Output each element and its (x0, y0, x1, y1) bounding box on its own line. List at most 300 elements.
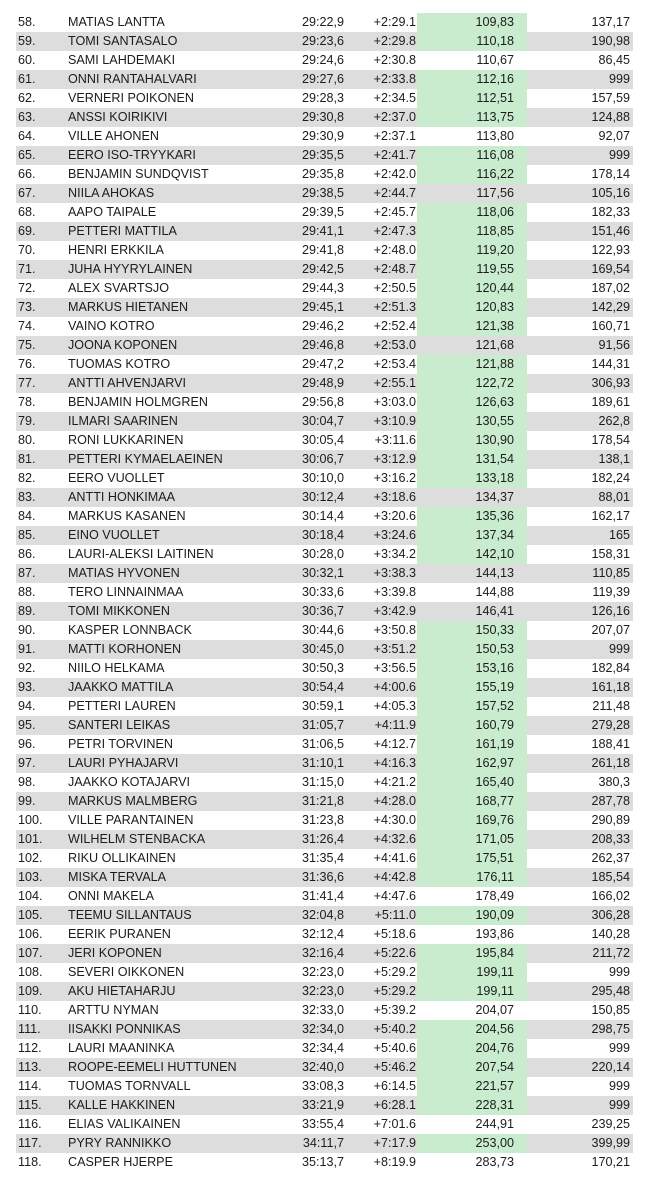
table-row (16, 868, 633, 887)
skier-name-cell: ANTTI HONKIMAA (68, 490, 176, 504)
rank-cell: 116. (18, 1117, 42, 1131)
points-cell: 199,11 (417, 982, 527, 1001)
reference-points-cell: 380,3 (598, 775, 630, 789)
points-cell: 118,06 (417, 203, 527, 222)
skier-name-cell: EERO ISO-TRYYKARI (68, 148, 196, 162)
reference-points-cell: 122,93 (591, 243, 630, 257)
time-gap-cell: +2:42.0 (373, 167, 416, 181)
skier-name-cell: SEVERI OIKKONEN (68, 965, 185, 979)
finish-time-cell: 29:45,1 (301, 300, 344, 314)
finish-time-cell: 32:12,4 (301, 927, 344, 941)
reference-points-cell: 144,31 (591, 357, 630, 371)
time-gap-cell: +2:47.3 (373, 224, 416, 238)
rank-cell: 61. (18, 72, 36, 86)
skier-name-cell: MISKA TERVALA (68, 870, 166, 884)
table-row (16, 32, 633, 51)
rank-cell: 70. (18, 243, 36, 257)
points-cell: 253,00 (417, 1134, 527, 1153)
rank-cell: 95. (18, 718, 36, 732)
points-cell: 204,56 (417, 1020, 527, 1039)
finish-time-cell: 34:11,7 (302, 1136, 344, 1150)
points-cell: 122,72 (417, 374, 527, 393)
finish-time-cell: 30:04,7 (301, 414, 344, 428)
finish-time-cell: 30:32,1 (301, 566, 344, 580)
time-gap-cell: +3:56.5 (373, 661, 416, 675)
time-gap-cell: +4:00.6 (373, 680, 416, 694)
reference-points-cell: 151,46 (591, 224, 630, 238)
finish-time-cell: 30:18,4 (301, 528, 344, 542)
rank-cell: 112. (18, 1041, 42, 1055)
time-gap-cell: +2:53.0 (373, 338, 416, 352)
points-cell: 134,37 (475, 490, 514, 504)
time-gap-cell: +4:41.6 (373, 851, 416, 865)
table-row (16, 412, 633, 431)
skier-name-cell: ILMARI SAARINEN (68, 414, 178, 428)
rank-cell: 81. (18, 452, 36, 466)
points-cell: 162,97 (417, 754, 527, 773)
finish-time-cell: 31:35,4 (301, 851, 344, 865)
reference-points-cell: 126,16 (591, 604, 630, 618)
table-row (16, 450, 633, 469)
time-gap-cell: +2:37.1 (373, 129, 416, 143)
skier-name-cell: SANTERI LEIKAS (68, 718, 171, 732)
reference-points-cell: 92,07 (598, 129, 630, 143)
finish-time-cell: 29:35,5 (301, 148, 344, 162)
finish-time-cell: 31:36,6 (301, 870, 344, 884)
results-table (16, 13, 633, 1172)
time-gap-cell: +2:34.5 (373, 91, 416, 105)
time-gap-cell: +7:17.9 (373, 1136, 416, 1150)
reference-points-cell: 157,59 (591, 91, 630, 105)
finish-time-cell: 32:40,0 (301, 1060, 344, 1074)
time-gap-cell: +2:29.1 (373, 15, 416, 29)
finish-time-cell: 29:22,9 (301, 15, 344, 29)
rank-cell: 79. (18, 414, 36, 428)
reference-points-cell: 262,8 (598, 414, 630, 428)
rank-cell: 92. (18, 661, 36, 675)
table-row (16, 13, 633, 32)
time-gap-cell: +4:42.8 (373, 870, 416, 884)
time-gap-cell: +6:28.1 (373, 1098, 416, 1112)
table-row (16, 1153, 633, 1172)
finish-time-cell: 32:33,0 (301, 1003, 344, 1017)
reference-points-cell: 91,56 (598, 338, 630, 352)
table-row (16, 488, 633, 507)
finish-time-cell: 31:06,5 (301, 737, 344, 751)
skier-name-cell: LAURI MAANINKA (68, 1041, 175, 1055)
points-cell: 109,83 (417, 13, 527, 32)
points-cell: 113,80 (476, 129, 514, 143)
points-cell: 133,18 (417, 469, 527, 488)
reference-points-cell: 138,1 (598, 452, 630, 466)
skier-name-cell: MARKUS KASANEN (68, 509, 186, 523)
points-cell: 161,19 (417, 735, 527, 754)
table-row (16, 754, 633, 773)
points-cell: 142,10 (417, 545, 527, 564)
skier-name-cell: RONI LUKKARINEN (68, 433, 184, 447)
rank-cell: 67. (18, 186, 36, 200)
rank-cell: 86. (18, 547, 36, 561)
points-cell: 150,33 (417, 621, 527, 640)
time-gap-cell: +2:44.7 (373, 186, 416, 200)
finish-time-cell: 31:10,1 (301, 756, 344, 770)
points-cell: 155,19 (417, 678, 527, 697)
skier-name-cell: ALEX SVARTSJO (68, 281, 170, 295)
points-cell: 160,79 (417, 716, 527, 735)
rank-cell: 87. (18, 566, 36, 580)
skier-name-cell: KALLE HAKKINEN (68, 1098, 176, 1112)
reference-points-cell: 298,75 (591, 1022, 630, 1036)
skier-name-cell: TUOMAS KOTRO (68, 357, 171, 371)
reference-points-cell: 306,93 (591, 376, 630, 390)
points-cell: 120,44 (417, 279, 527, 298)
points-cell: 126,63 (417, 393, 527, 412)
rank-cell: 88. (18, 585, 36, 599)
time-gap-cell: +4:21.2 (373, 775, 416, 789)
points-cell: 176,11 (417, 868, 527, 887)
time-gap-cell: +5:18.6 (373, 927, 416, 941)
reference-points-cell: 185,54 (591, 870, 630, 884)
table-row (16, 374, 633, 393)
reference-points-cell: 999 (608, 1079, 630, 1093)
reference-points-cell: 182,24 (591, 471, 630, 485)
time-gap-cell: +2:45.7 (373, 205, 416, 219)
rank-cell: 118. (18, 1155, 42, 1169)
finish-time-cell: 31:23,8 (301, 813, 344, 827)
rank-cell: 65. (18, 148, 36, 162)
finish-time-cell: 31:21,8 (301, 794, 344, 808)
reference-points-cell: 158,31 (591, 547, 630, 561)
rank-cell: 75. (18, 338, 36, 352)
skier-name-cell: IISAKKI PONNIKAS (68, 1022, 181, 1036)
time-gap-cell: +3:20.6 (373, 509, 416, 523)
skier-name-cell: MARKUS MALMBERG (68, 794, 198, 808)
table-row (16, 355, 633, 374)
points-cell: 169,76 (417, 811, 527, 830)
reference-points-cell: 182,33 (591, 205, 630, 219)
reference-points-cell: 166,02 (591, 889, 630, 903)
time-gap-cell: +4:32.6 (373, 832, 416, 846)
table-row (16, 260, 633, 279)
finish-time-cell: 29:44,3 (301, 281, 344, 295)
finish-time-cell: 29:42,5 (301, 262, 344, 276)
reference-points-cell: 999 (608, 642, 630, 656)
rank-cell: 111. (18, 1022, 41, 1036)
skier-name-cell: MATTI KORHONEN (68, 642, 182, 656)
reference-points-cell: 399,99 (591, 1136, 630, 1150)
reference-points-cell: 239,25 (591, 1117, 630, 1131)
reference-points-cell: 261,18 (591, 756, 630, 770)
skier-name-cell: LAURI PYHAJARVI (68, 756, 179, 770)
time-gap-cell: +8:19.9 (373, 1155, 416, 1169)
skier-name-cell: ANSSI KOIRIKIVI (68, 110, 168, 124)
rank-cell: 84. (18, 509, 36, 523)
rank-cell: 104. (18, 889, 43, 903)
finish-time-cell: 31:41,4 (301, 889, 344, 903)
reference-points-cell: 211,72 (592, 946, 630, 960)
time-gap-cell: +5:40.6 (373, 1041, 416, 1055)
table-row (16, 545, 633, 564)
reference-points-cell: 189,61 (591, 395, 630, 409)
rank-cell: 63. (18, 110, 36, 124)
reference-points-cell: 208,33 (591, 832, 630, 846)
time-gap-cell: +3:12.9 (373, 452, 416, 466)
time-gap-cell: +5:29.2 (373, 984, 416, 998)
points-cell: 168,77 (417, 792, 527, 811)
time-gap-cell: +2:48.7 (373, 262, 416, 276)
skier-name-cell: PYRY RANNIKKO (68, 1136, 172, 1150)
reference-points-cell: 165 (608, 528, 630, 542)
points-cell: 157,52 (417, 697, 527, 716)
table-row (16, 184, 633, 203)
finish-time-cell: 29:41,8 (301, 243, 344, 257)
reference-points-cell: 188,41 (591, 737, 630, 751)
points-cell: 116,22 (417, 165, 527, 184)
reference-points-cell: 182,84 (591, 661, 630, 675)
points-cell: 199,11 (417, 963, 527, 982)
finish-time-cell: 33:08,3 (301, 1079, 344, 1093)
finish-time-cell: 30:28,0 (301, 547, 344, 561)
points-cell: 190,09 (417, 906, 527, 925)
finish-time-cell: 29:30,8 (301, 110, 344, 124)
rank-cell: 59. (18, 34, 36, 48)
points-cell: 113,75 (417, 108, 527, 127)
rank-cell: 60. (18, 53, 36, 67)
table-row (16, 564, 633, 583)
points-cell: 110,67 (476, 53, 514, 67)
points-cell: 221,57 (417, 1077, 527, 1096)
table-row (16, 963, 633, 982)
points-cell: 175,51 (417, 849, 527, 868)
points-cell: 204,07 (475, 1003, 514, 1017)
rank-cell: 99. (18, 794, 36, 808)
points-cell: 244,91 (475, 1117, 514, 1131)
table-row (16, 925, 633, 944)
table-row (16, 51, 633, 70)
table-row (16, 716, 633, 735)
finish-time-cell: 29:47,2 (301, 357, 344, 371)
table-row (16, 678, 633, 697)
finish-time-cell: 30:44,6 (301, 623, 344, 637)
finish-time-cell: 32:16,4 (301, 946, 344, 960)
rank-cell: 74. (18, 319, 36, 333)
time-gap-cell: +5:39.2 (373, 1003, 416, 1017)
rank-cell: 82. (18, 471, 36, 485)
time-gap-cell: +5:46.2 (373, 1060, 416, 1074)
reference-points-cell: 999 (608, 1041, 630, 1055)
rank-cell: 117. (18, 1136, 42, 1150)
table-row (16, 659, 633, 678)
time-gap-cell: +2:29.8 (373, 34, 416, 48)
skier-name-cell: MATIAS LANTTA (68, 15, 165, 29)
rank-cell: 71. (18, 262, 36, 276)
points-cell: 112,16 (417, 70, 527, 89)
points-cell: 117,56 (476, 186, 514, 200)
rank-cell: 94. (18, 699, 36, 713)
reference-points-cell: 287,78 (591, 794, 630, 808)
reference-points-cell: 137,17 (591, 15, 630, 29)
finish-time-cell: 30:14,4 (301, 509, 344, 523)
time-gap-cell: +3:10.9 (373, 414, 416, 428)
skier-name-cell: ONNI MAKELA (68, 889, 155, 903)
skier-name-cell: WILHELM STENBACKA (68, 832, 206, 846)
rank-cell: 89. (18, 604, 36, 618)
rank-cell: 85. (18, 528, 36, 542)
finish-time-cell: 33:55,4 (301, 1117, 344, 1131)
skier-name-cell: KASPER LONNBACK (68, 623, 192, 637)
table-row (16, 849, 633, 868)
skier-name-cell: TOMI SANTASALO (68, 34, 178, 48)
reference-points-cell: 178,54 (591, 433, 630, 447)
rank-cell: 77. (18, 376, 36, 390)
rank-cell: 72. (18, 281, 36, 295)
reference-points-cell: 119,39 (592, 585, 630, 599)
finish-time-cell: 29:35,8 (301, 167, 344, 181)
table-row (16, 1039, 633, 1058)
finish-time-cell: 30:05,4 (301, 433, 344, 447)
skier-name-cell: JAAKKO KOTAJARVI (68, 775, 191, 789)
rank-cell: 97. (18, 756, 36, 770)
reference-points-cell: 279,28 (591, 718, 630, 732)
skier-name-cell: VILLE PARANTAINEN (68, 813, 194, 827)
points-cell: 207,54 (417, 1058, 527, 1077)
points-cell: 153,16 (417, 659, 527, 678)
points-cell: 121,68 (475, 338, 514, 352)
table-row (16, 298, 633, 317)
time-gap-cell: +3:03.0 (373, 395, 416, 409)
skier-name-cell: LAURI-ALEKSI LAITINEN (68, 547, 214, 561)
finish-time-cell: 31:05,7 (301, 718, 344, 732)
skier-name-cell: ONNI RANTAHALVARI (68, 72, 197, 86)
table-row (16, 773, 633, 792)
table-row (16, 507, 633, 526)
rank-cell: 115. (18, 1098, 42, 1112)
time-gap-cell: +4:47.6 (373, 889, 416, 903)
skier-name-cell: MARKUS HIETANEN (68, 300, 189, 314)
time-gap-cell: +5:22.6 (373, 946, 416, 960)
table-row (16, 241, 633, 260)
finish-time-cell: 32:04,8 (301, 908, 344, 922)
finish-time-cell: 29:27,6 (301, 72, 344, 86)
points-cell: 119,20 (417, 241, 527, 260)
rank-cell: 110. (18, 1003, 42, 1017)
reference-points-cell: 170,21 (591, 1155, 630, 1169)
rank-cell: 96. (18, 737, 36, 751)
table-row (16, 526, 633, 545)
reference-points-cell: 86,45 (598, 53, 630, 67)
time-gap-cell: +4:05.3 (373, 699, 416, 713)
skier-name-cell: TEEMU SILLANTAUS (68, 908, 192, 922)
finish-time-cell: 29:46,2 (301, 319, 344, 333)
points-cell: 110,18 (417, 32, 527, 51)
finish-time-cell: 30:45,0 (301, 642, 344, 656)
time-gap-cell: +2:48.0 (373, 243, 416, 257)
time-gap-cell: +3:11.6 (374, 433, 416, 447)
table-row (16, 469, 633, 488)
points-cell: 130,55 (417, 412, 527, 431)
finish-time-cell: 29:56,8 (301, 395, 344, 409)
time-gap-cell: +4:12.7 (373, 737, 416, 751)
rank-cell: 83. (18, 490, 36, 504)
rank-cell: 103. (18, 870, 43, 884)
finish-time-cell: 32:34,4 (301, 1041, 344, 1055)
reference-points-cell: 306,28 (591, 908, 630, 922)
finish-time-cell: 29:41,1 (301, 224, 344, 238)
points-cell: 119,55 (417, 260, 527, 279)
finish-time-cell: 29:28,3 (301, 91, 344, 105)
points-cell: 116,08 (417, 146, 527, 165)
skier-name-cell: RIKU OLLIKAINEN (68, 851, 176, 865)
rank-cell: 114. (18, 1079, 42, 1093)
rank-cell: 69. (18, 224, 36, 238)
skier-name-cell: EERO VUOLLET (68, 471, 165, 485)
time-gap-cell: +2:51.3 (373, 300, 416, 314)
time-gap-cell: +2:55.1 (373, 376, 416, 390)
reference-points-cell: 110,85 (592, 566, 630, 580)
time-gap-cell: +6:14.5 (373, 1079, 416, 1093)
skier-name-cell: ANTTI AHVENJARVI (68, 376, 187, 390)
time-gap-cell: +4:30.0 (373, 813, 416, 827)
skier-name-cell: JERI KOPONEN (68, 946, 162, 960)
table-row (16, 70, 633, 89)
rank-cell: 62. (18, 91, 36, 105)
reference-points-cell: 220,14 (591, 1060, 630, 1074)
finish-time-cell: 30:10,0 (301, 471, 344, 485)
skier-name-cell: VILLE AHONEN (68, 129, 159, 143)
finish-time-cell: 32:23,0 (301, 984, 344, 998)
points-cell: 121,38 (417, 317, 527, 336)
time-gap-cell: +2:52.4 (373, 319, 416, 333)
skier-name-cell: JAAKKO MATTILA (68, 680, 174, 694)
points-cell: 228,31 (417, 1096, 527, 1115)
reference-points-cell: 295,48 (591, 984, 630, 998)
finish-time-cell: 29:48,9 (301, 376, 344, 390)
time-gap-cell: +4:11.9 (374, 718, 416, 732)
skier-name-cell: EINO VUOLLET (68, 528, 160, 542)
table-row (16, 127, 633, 146)
skier-name-cell: BENJAMIN HOLMGREN (68, 395, 208, 409)
finish-time-cell: 30:06,7 (301, 452, 344, 466)
skier-name-cell: SAMI LAHDEMAKI (68, 53, 176, 67)
reference-points-cell: 150,85 (591, 1003, 630, 1017)
rank-cell: 107. (18, 946, 43, 960)
time-gap-cell: +3:50.8 (373, 623, 416, 637)
points-cell: 204,76 (417, 1039, 527, 1058)
table-row (16, 1077, 633, 1096)
finish-time-cell: 30:36,7 (301, 604, 344, 618)
table-row (16, 1115, 633, 1134)
reference-points-cell: 262,37 (591, 851, 630, 865)
time-gap-cell: +3:51.2 (373, 642, 416, 656)
points-cell: 283,73 (475, 1155, 514, 1169)
table-row (16, 697, 633, 716)
rank-cell: 100. (18, 813, 43, 827)
rank-cell: 113. (18, 1060, 42, 1074)
points-cell: 130,90 (417, 431, 527, 450)
time-gap-cell: +2:41.7 (373, 148, 416, 162)
points-cell: 146,41 (475, 604, 514, 618)
points-cell: 112,51 (417, 89, 527, 108)
rank-cell: 108. (18, 965, 43, 979)
finish-time-cell: 29:46,8 (301, 338, 344, 352)
finish-time-cell: 30:54,4 (301, 680, 344, 694)
time-gap-cell: +2:37.0 (373, 110, 416, 124)
finish-time-cell: 30:50,3 (301, 661, 344, 675)
time-gap-cell: +5:40.2 (373, 1022, 416, 1036)
rank-cell: 66. (18, 167, 36, 181)
time-gap-cell: +3:42.9 (373, 604, 416, 618)
reference-points-cell: 190,98 (591, 34, 630, 48)
